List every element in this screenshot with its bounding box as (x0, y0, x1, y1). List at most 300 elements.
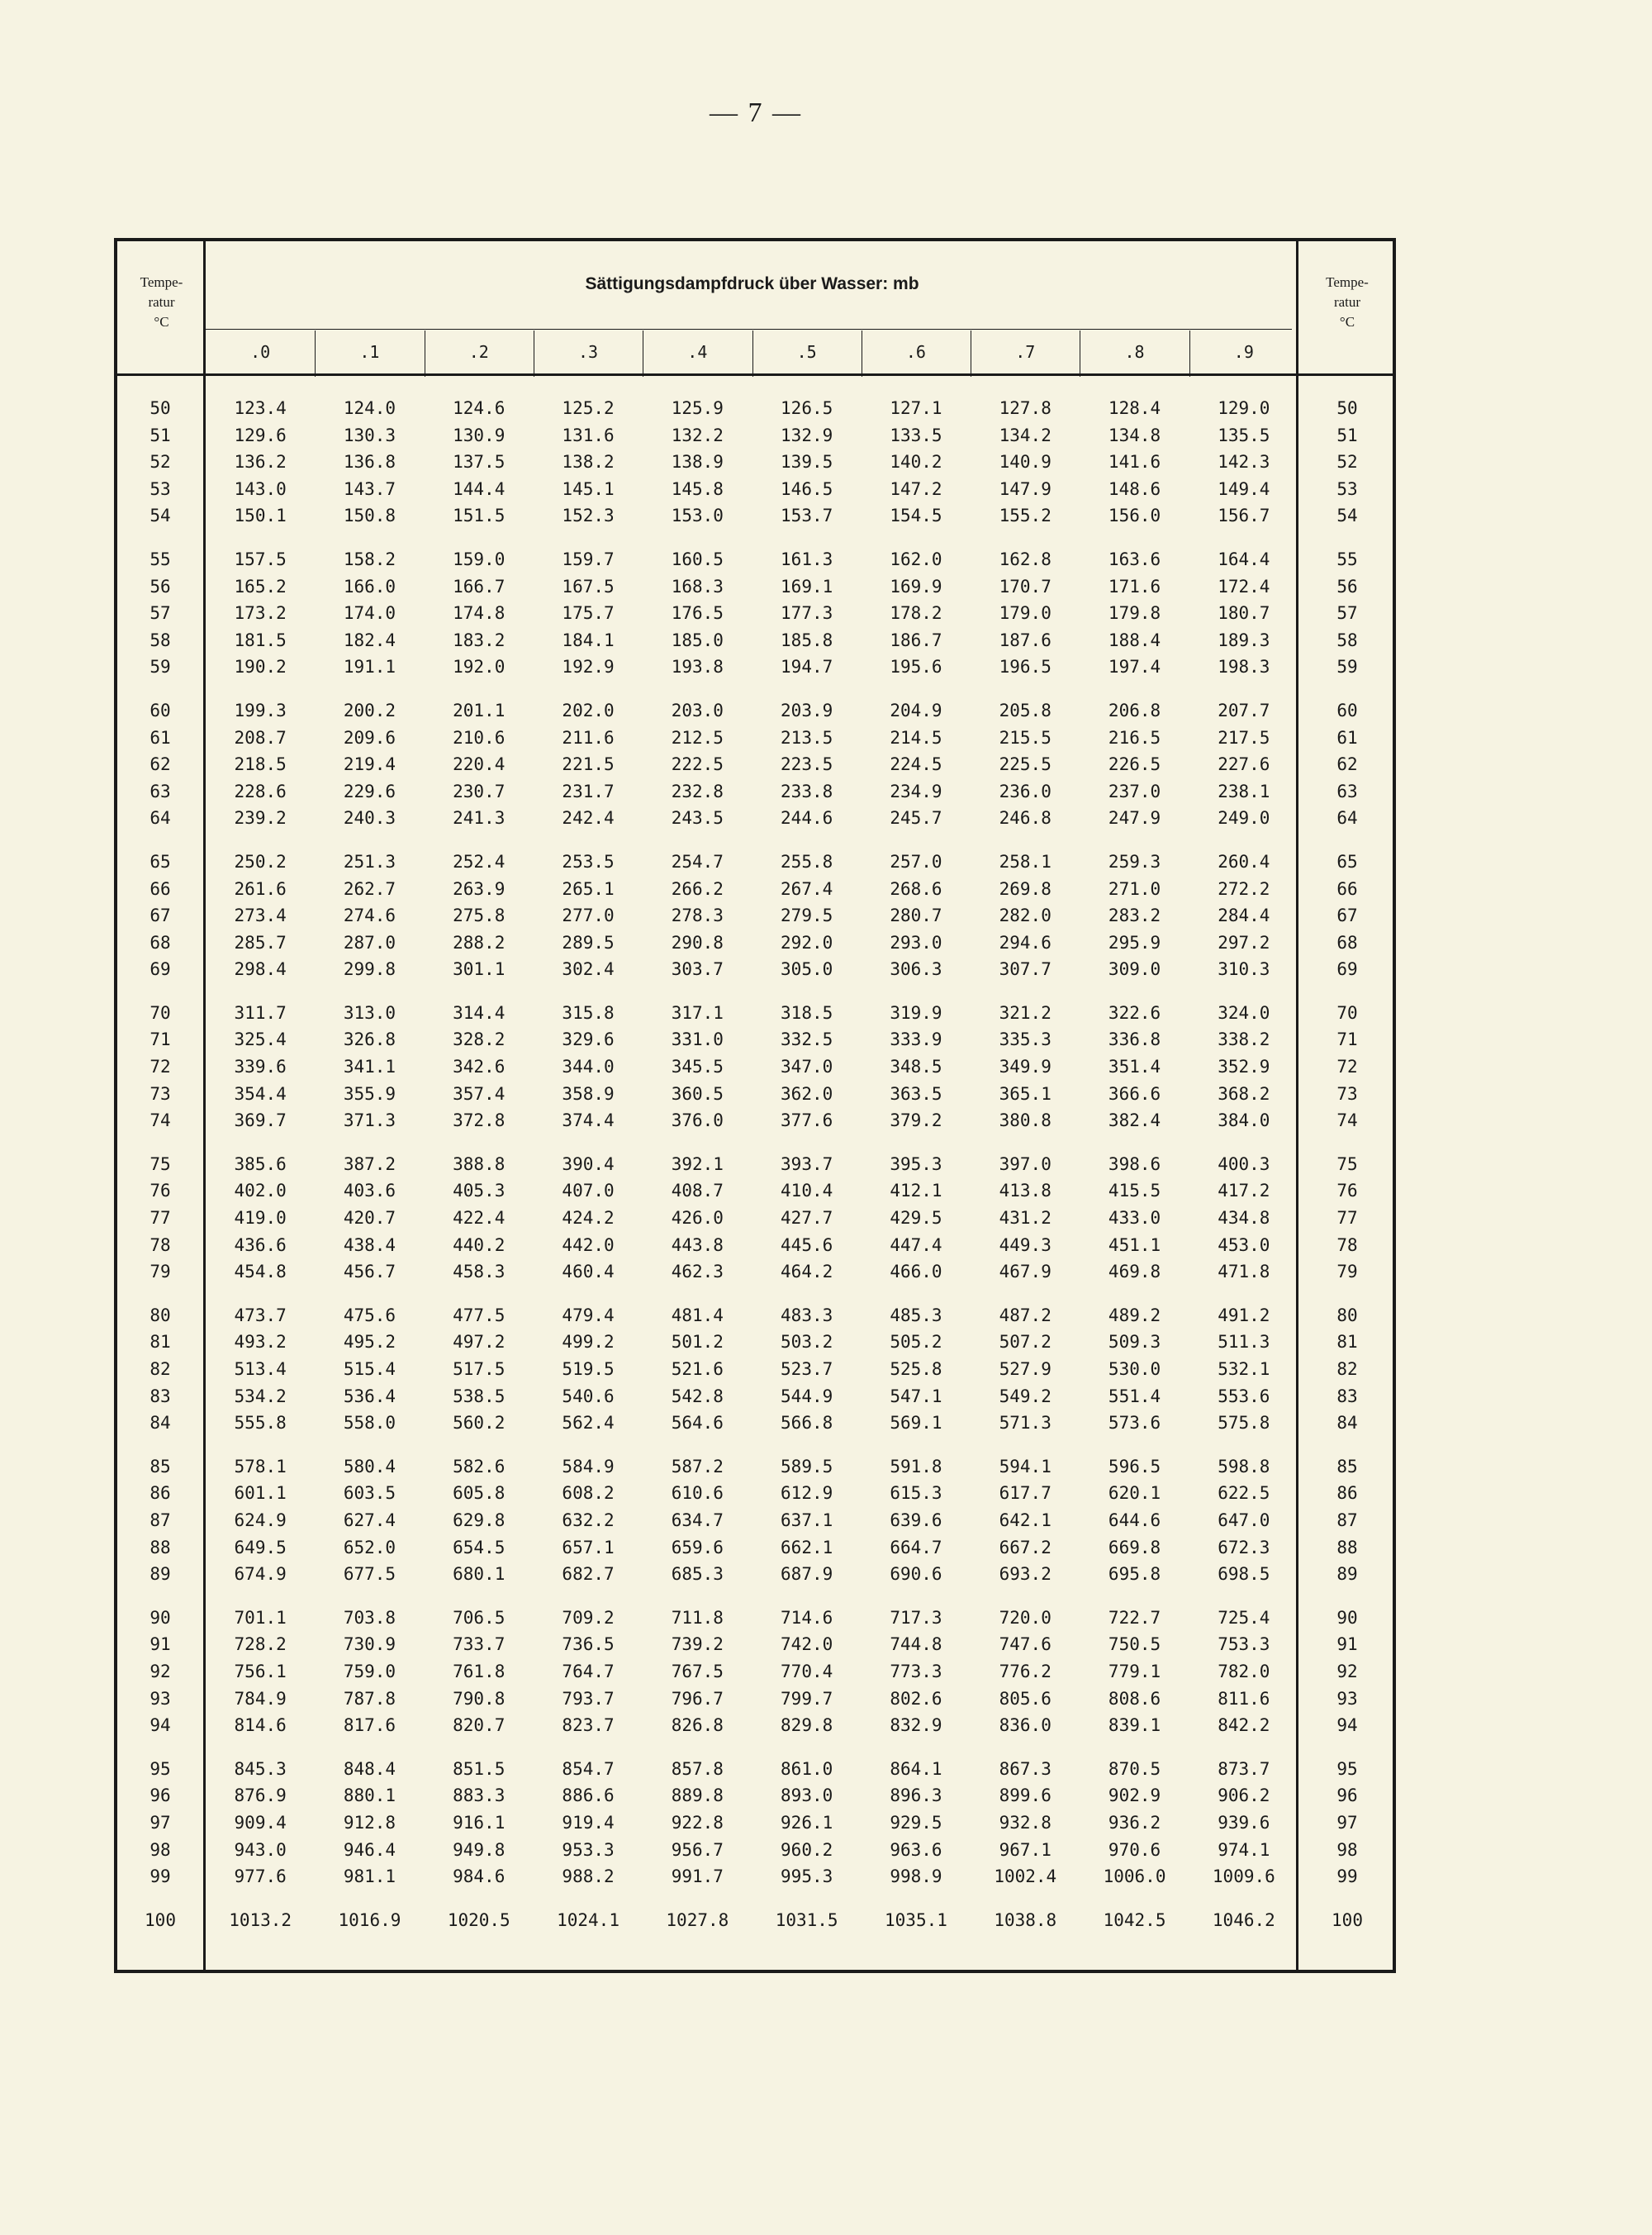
pressure-value-cell: 190.2 (234, 657, 287, 678)
pressure-value-cell: 436.6 (234, 1234, 287, 1255)
temperature-cell-left: 59 (150, 657, 171, 678)
pressure-value-cell: 155.2 (999, 506, 1051, 526)
pressure-value-cell: 376.0 (671, 1110, 724, 1131)
temperature-cell-right: 59 (1336, 657, 1358, 678)
pressure-value-cell: 703.8 (343, 1607, 396, 1628)
pressure-value-cell: 560.2 (453, 1413, 506, 1434)
temperature-cell-right: 71 (1336, 1030, 1358, 1050)
subheader-rule (206, 329, 1292, 330)
pressure-value-cell: 511.3 (1218, 1332, 1270, 1353)
temperature-cell-right: 55 (1336, 549, 1358, 569)
temperature-cell-right: 81 (1336, 1332, 1358, 1353)
pressure-value-cell: 148.6 (1108, 478, 1161, 499)
pressure-value-cell: 214.5 (890, 727, 942, 748)
pressure-value-cell: 949.8 (453, 1839, 506, 1860)
pressure-value-cell: 477.5 (453, 1305, 506, 1325)
pressure-value-cell: 790.8 (453, 1688, 506, 1709)
pressure-value-cell: 289.5 (562, 932, 615, 953)
decimal-column-header: .6 (905, 342, 926, 362)
pressure-value-cell: 736.5 (562, 1634, 615, 1655)
temperature-cell-right: 58 (1336, 630, 1358, 650)
pressure-value-cell: 138.9 (671, 452, 724, 473)
pressure-value-cell: 129.6 (234, 425, 287, 445)
pressure-value-cell: 402.0 (234, 1181, 287, 1201)
pressure-value-cell: 1002.4 (994, 1866, 1057, 1887)
pressure-value-cell: 341.1 (343, 1057, 396, 1077)
pressure-value-cell: 138.2 (562, 452, 615, 473)
pressure-value-cell: 321.2 (999, 1002, 1051, 1023)
pressure-value-cell: 196.5 (999, 657, 1051, 678)
pressure-value-cell: 674.9 (234, 1564, 287, 1585)
pressure-value-cell: 158.2 (343, 549, 396, 569)
pressure-value-cell: 234.9 (890, 781, 942, 801)
pressure-value-cell: 720.0 (999, 1607, 1051, 1628)
pressure-value-cell: 136.2 (234, 452, 287, 473)
pressure-value-cell: 133.5 (890, 425, 942, 445)
pressure-value-cell: 932.8 (999, 1812, 1051, 1833)
temperature-cell-right: 68 (1336, 932, 1358, 953)
pressure-value-cell: 165.2 (234, 576, 287, 597)
pressure-value-cell: 267.4 (781, 878, 833, 899)
pressure-value-cell: 733.7 (453, 1634, 506, 1655)
table-row (117, 1712, 1393, 1739)
pressure-value-cell: 331.0 (671, 1030, 724, 1050)
pressure-value-cell: 489.2 (1108, 1305, 1161, 1325)
pressure-value-cell: 252.4 (453, 851, 506, 872)
pressure-value-cell: 342.6 (453, 1057, 506, 1077)
temperature-cell-left: 79 (150, 1262, 171, 1282)
pressure-value-cell: 335.3 (999, 1030, 1051, 1050)
row-group (117, 1302, 1393, 1437)
pressure-value-cell: 226.5 (1108, 754, 1161, 775)
pressure-value-cell: 159.0 (453, 549, 506, 569)
pressure-value-cell: 454.8 (234, 1262, 287, 1282)
temperature-cell-right: 99 (1336, 1866, 1358, 1887)
temperature-cell-right: 76 (1336, 1181, 1358, 1201)
pressure-value-cell: 237.0 (1108, 781, 1161, 801)
pressure-value-cell: 407.0 (562, 1181, 615, 1201)
pressure-value-cell: 977.6 (234, 1866, 287, 1887)
table-row (117, 1809, 1393, 1837)
pressure-value-cell: 193.8 (671, 657, 724, 678)
pressure-value-cell: 953.3 (562, 1839, 615, 1860)
pressure-value-cell: 136.8 (343, 452, 396, 473)
row-group (117, 1605, 1393, 1739)
pressure-value-cell: 324.0 (1218, 1002, 1270, 1023)
row-group (117, 1907, 1393, 1934)
decimal-column-header: .7 (1015, 342, 1036, 362)
pressure-value-cell: 589.5 (781, 1456, 833, 1477)
pressure-value-cell: 132.2 (671, 425, 724, 445)
pressure-value-cell: 687.9 (781, 1564, 833, 1585)
temperature-cell-left: 97 (150, 1812, 171, 1833)
pressure-value-cell: 802.6 (890, 1688, 942, 1709)
pressure-value-cell: 485.3 (890, 1305, 942, 1325)
temperature-cell-left: 74 (150, 1110, 171, 1131)
pressure-value-cell: 479.4 (562, 1305, 615, 1325)
temperature-cell-left: 71 (150, 1030, 171, 1050)
pressure-value-cell: 519.5 (562, 1359, 615, 1379)
pressure-value-cell: 177.3 (781, 603, 833, 624)
pressure-value-cell: 349.9 (999, 1057, 1051, 1077)
pressure-value-cell: 836.0 (999, 1715, 1051, 1736)
pressure-value-cell: 246.8 (999, 808, 1051, 829)
pressure-value-cell: 564.6 (671, 1413, 724, 1434)
pressure-value-cell: 596.5 (1108, 1456, 1161, 1477)
pressure-value-cell: 458.3 (453, 1262, 506, 1282)
pressure-value-cell: 145.1 (562, 478, 615, 499)
right-header-line: °C (1339, 314, 1355, 330)
pressure-value-cell: 212.5 (671, 727, 724, 748)
pressure-value-cell: 839.1 (1108, 1715, 1161, 1736)
pressure-value-cell: 939.6 (1218, 1812, 1270, 1833)
pressure-value-cell: 995.3 (781, 1866, 833, 1887)
pressure-value-cell: 558.0 (343, 1413, 396, 1434)
pressure-value-cell: 299.8 (343, 959, 396, 980)
pressure-value-cell: 417.2 (1218, 1181, 1270, 1201)
table-row (117, 1907, 1393, 1934)
pressure-value-cell: 667.2 (999, 1537, 1051, 1557)
pressure-value-cell: 134.2 (999, 425, 1051, 445)
pressure-value-cell: 302.4 (562, 959, 615, 980)
pressure-value-cell: 192.9 (562, 657, 615, 678)
pressure-value-cell: 584.9 (562, 1456, 615, 1477)
pressure-value-cell: 826.8 (671, 1715, 724, 1736)
pressure-value-cell: 278.3 (671, 906, 724, 926)
pressure-value-cell: 266.2 (671, 878, 724, 899)
pressure-value-cell: 759.0 (343, 1661, 396, 1681)
table-row (117, 930, 1393, 957)
pressure-value-cell: 127.8 (999, 398, 1051, 418)
temperature-cell-left: 96 (150, 1786, 171, 1806)
pressure-value-cell: 960.2 (781, 1839, 833, 1860)
temperature-cell-left: 76 (150, 1181, 171, 1201)
pressure-value-cell: 410.4 (781, 1181, 833, 1201)
pressure-value-cell: 124.0 (343, 398, 396, 418)
pressure-value-cell: 377.6 (781, 1110, 833, 1131)
pressure-value-cell: 241.3 (453, 808, 506, 829)
pressure-value-cell: 262.7 (343, 878, 396, 899)
row-group (117, 849, 1393, 983)
temperature-cell-right: 88 (1336, 1537, 1358, 1557)
temperature-cell-right: 72 (1336, 1057, 1358, 1077)
pressure-value-cell: 412.1 (890, 1181, 942, 1201)
temperature-cell-right: 95 (1336, 1758, 1358, 1779)
pressure-value-cell: 277.0 (562, 906, 615, 926)
pressure-value-cell: 580.4 (343, 1456, 396, 1477)
pressure-value-cell: 974.1 (1218, 1839, 1270, 1860)
table-row (117, 1631, 1393, 1658)
temperature-cell-right: 54 (1336, 506, 1358, 526)
table-row (117, 449, 1393, 476)
pressure-value-cell: 220.4 (453, 754, 506, 775)
pressure-value-cell: 808.6 (1108, 1688, 1161, 1709)
pressure-value-cell: 249.0 (1218, 808, 1270, 829)
pressure-value-cell: 311.7 (234, 1002, 287, 1023)
pressure-value-cell: 991.7 (671, 1866, 724, 1887)
pressure-value-cell: 199.3 (234, 700, 287, 720)
pressure-value-cell: 549.2 (999, 1386, 1051, 1406)
table-row (117, 600, 1393, 627)
pressure-value-cell: 709.2 (562, 1607, 615, 1628)
pressure-value-cell: 532.1 (1218, 1359, 1270, 1379)
pressure-value-cell: 313.0 (343, 1002, 396, 1023)
table-row (117, 1026, 1393, 1053)
pressure-value-cell: 460.4 (562, 1262, 615, 1282)
pressure-value-cell: 171.6 (1108, 576, 1161, 597)
temperature-cell-right: 90 (1336, 1607, 1358, 1628)
pressure-value-cell: 672.3 (1218, 1537, 1270, 1557)
pressure-value-cell: 820.7 (453, 1715, 506, 1736)
pressure-value-cell: 427.7 (781, 1208, 833, 1229)
pressure-value-cell: 128.4 (1108, 398, 1161, 418)
table-row (117, 1107, 1393, 1134)
pressure-value-cell: 823.7 (562, 1715, 615, 1736)
pressure-value-cell: 483.3 (781, 1305, 833, 1325)
pressure-value-cell: 369.7 (234, 1110, 287, 1131)
pressure-value-cell: 413.8 (999, 1181, 1051, 1201)
pressure-value-cell: 981.1 (343, 1866, 396, 1887)
pressure-value-cell: 168.3 (671, 576, 724, 597)
pressure-value-cell: 156.7 (1218, 506, 1270, 526)
pressure-value-cell: 695.8 (1108, 1564, 1161, 1585)
pressure-value-cell: 166.7 (453, 576, 506, 597)
pressure-value-cell: 358.9 (562, 1083, 615, 1104)
pressure-value-cell: 147.9 (999, 478, 1051, 499)
temperature-cell-left: 94 (150, 1715, 171, 1736)
pressure-value-cell: 198.3 (1218, 657, 1270, 678)
temperature-cell-right: 74 (1336, 1110, 1358, 1131)
pressure-value-cell: 622.5 (1218, 1483, 1270, 1504)
temperature-cell-right: 64 (1336, 808, 1358, 829)
temperature-cell-left: 90 (150, 1607, 171, 1628)
table-row (117, 1605, 1393, 1632)
pressure-value-cell: 251.3 (343, 851, 396, 872)
pressure-value-cell: 1027.8 (666, 1909, 729, 1930)
pressure-value-cell: 295.9 (1108, 932, 1161, 953)
pressure-value-cell: 525.8 (890, 1359, 942, 1379)
pressure-value-cell: 799.7 (781, 1688, 833, 1709)
temperature-cell-right: 84 (1336, 1413, 1358, 1434)
pressure-value-cell: 929.5 (890, 1812, 942, 1833)
temperature-cell-right: 100 (1332, 1909, 1363, 1930)
pressure-value-cell: 207.7 (1218, 700, 1270, 720)
pressure-value-cell: 499.2 (562, 1332, 615, 1353)
pressure-value-cell: 899.6 (999, 1786, 1051, 1806)
pressure-value-cell: 134.8 (1108, 425, 1161, 445)
pressure-value-cell: 493.2 (234, 1332, 287, 1353)
pressure-value-cell: 130.3 (343, 425, 396, 445)
temperature-cell-left: 82 (150, 1359, 171, 1379)
table-row (117, 876, 1393, 903)
pressure-value-cell: 657.1 (562, 1537, 615, 1557)
pressure-value-cell: 857.8 (671, 1758, 724, 1779)
pressure-value-cell: 851.5 (453, 1758, 506, 1779)
pressure-value-cell: 351.4 (1108, 1057, 1161, 1077)
temperature-cell-left: 95 (150, 1758, 171, 1779)
pressure-value-cell: 627.4 (343, 1510, 396, 1530)
pressure-value-cell: 156.0 (1108, 506, 1161, 526)
pressure-value-cell: 255.8 (781, 851, 833, 872)
pressure-value-cell: 1038.8 (994, 1909, 1057, 1930)
pressure-value-cell: 796.7 (671, 1688, 724, 1709)
table-row (117, 1453, 1393, 1481)
pressure-value-cell: 169.1 (781, 576, 833, 597)
pressure-value-cell: 573.6 (1108, 1413, 1161, 1434)
pressure-value-cell: 764.7 (562, 1661, 615, 1681)
pressure-value-cell: 301.1 (453, 959, 506, 980)
pressure-value-cell: 360.5 (671, 1083, 724, 1104)
pressure-value-cell: 392.1 (671, 1153, 724, 1174)
pressure-value-cell: 787.8 (343, 1688, 396, 1709)
pressure-value-cell: 191.1 (343, 657, 396, 678)
pressure-value-cell: 424.2 (562, 1208, 615, 1229)
pressure-value-cell: 893.0 (781, 1786, 833, 1806)
pressure-value-cell: 551.4 (1108, 1386, 1161, 1406)
table-row (117, 1151, 1393, 1178)
table-row (117, 751, 1393, 778)
temperature-cell-left: 51 (150, 425, 171, 445)
pressure-value-cell: 698.5 (1218, 1564, 1270, 1585)
temperature-cell-right: 50 (1336, 398, 1358, 418)
pressure-value-cell: 419.0 (234, 1208, 287, 1229)
temperature-cell-left: 92 (150, 1661, 171, 1681)
page-number: — 7 — (710, 97, 802, 128)
pressure-value-cell: 265.1 (562, 878, 615, 899)
temperature-cell-left: 100 (145, 1909, 176, 1930)
pressure-value-cell: 159.7 (562, 549, 615, 569)
pressure-value-cell: 919.4 (562, 1812, 615, 1833)
pressure-value-cell: 140.9 (999, 452, 1051, 473)
pressure-value-cell: 263.9 (453, 878, 506, 899)
pressure-value-cell: 967.1 (999, 1839, 1051, 1860)
pressure-value-cell: 242.4 (562, 808, 615, 829)
pressure-value-cell: 162.8 (999, 549, 1051, 569)
pressure-value-cell: 149.4 (1218, 478, 1270, 499)
pressure-value-cell: 612.9 (781, 1483, 833, 1504)
pressure-value-cell: 467.9 (999, 1262, 1051, 1282)
pressure-value-cell: 811.6 (1218, 1688, 1270, 1709)
pressure-value-cell: 184.1 (562, 630, 615, 650)
pressure-value-cell: 201.1 (453, 700, 506, 720)
pressure-value-cell: 784.9 (234, 1688, 287, 1709)
pressure-value-cell: 714.6 (781, 1607, 833, 1628)
temperature-cell-right: 96 (1336, 1786, 1358, 1806)
pressure-value-cell: 431.2 (999, 1208, 1051, 1229)
subheader-divider (315, 330, 316, 377)
pressure-value-cell: 654.5 (453, 1537, 506, 1557)
pressure-value-cell: 742.0 (781, 1634, 833, 1655)
pressure-value-cell: 555.8 (234, 1413, 287, 1434)
pressure-value-cell: 509.3 (1108, 1332, 1161, 1353)
pressure-value-cell: 218.5 (234, 754, 287, 775)
pressure-value-cell: 382.4 (1108, 1110, 1161, 1131)
pressure-value-cell: 297.2 (1218, 932, 1270, 953)
table-row (117, 627, 1393, 654)
temperature-cell-right: 82 (1336, 1359, 1358, 1379)
temperature-cell-right: 52 (1336, 452, 1358, 473)
pressure-value-cell: 912.8 (343, 1812, 396, 1833)
temperature-cell-left: 60 (150, 700, 171, 720)
pressure-value-cell: 290.8 (671, 932, 724, 953)
temperature-cell-right: 56 (1336, 576, 1358, 597)
pressure-value-cell: 466.0 (890, 1262, 942, 1282)
pressure-value-cell: 1031.5 (775, 1909, 838, 1930)
temperature-cell-right: 61 (1336, 727, 1358, 748)
pressure-value-cell: 451.1 (1108, 1234, 1161, 1255)
pressure-value-cell: 347.0 (781, 1057, 833, 1077)
pressure-value-cell: 873.7 (1218, 1758, 1270, 1779)
pressure-value-cell: 1009.6 (1212, 1866, 1275, 1887)
pressure-value-cell: 287.0 (343, 932, 396, 953)
header-bottom-rule (117, 373, 1393, 376)
table-row (117, 697, 1393, 725)
pressure-value-cell: 817.6 (343, 1715, 396, 1736)
pressure-value-cell: 374.4 (562, 1110, 615, 1131)
pressure-value-cell: 200.2 (343, 700, 396, 720)
pressure-value-cell: 617.7 (999, 1483, 1051, 1504)
pressure-value-cell: 238.1 (1218, 781, 1270, 801)
temperature-cell-right: 65 (1336, 851, 1358, 872)
pressure-value-cell: 172.4 (1218, 576, 1270, 597)
pressure-value-cell: 624.9 (234, 1510, 287, 1530)
right-header-line: ratur (1333, 294, 1361, 310)
pressure-value-cell: 317.1 (671, 1002, 724, 1023)
pressure-value-cell: 491.2 (1218, 1305, 1270, 1325)
pressure-value-cell: 408.7 (671, 1181, 724, 1201)
temperature-cell-right: 87 (1336, 1510, 1358, 1530)
decimal-column-header: .4 (687, 342, 708, 362)
decimal-column-header: .2 (468, 342, 489, 362)
pressure-value-cell: 582.6 (453, 1456, 506, 1477)
pressure-value-cell: 183.2 (453, 630, 506, 650)
table-row (117, 1081, 1393, 1108)
pressure-value-cell: 137.5 (453, 452, 506, 473)
pressure-value-cell: 571.3 (999, 1413, 1051, 1434)
pressure-value-cell: 706.5 (453, 1607, 506, 1628)
temperature-cell-left: 69 (150, 959, 171, 980)
pressure-value-cell: 143.7 (343, 478, 396, 499)
pressure-value-cell: 832.9 (890, 1715, 942, 1736)
pressure-value-cell: 829.8 (781, 1715, 833, 1736)
temperature-cell-right: 85 (1336, 1456, 1358, 1477)
pressure-value-cell: 730.9 (343, 1634, 396, 1655)
pressure-value-cell: 415.5 (1108, 1181, 1161, 1201)
pressure-value-cell: 388.8 (453, 1153, 506, 1174)
pressure-value-cell: 243.5 (671, 808, 724, 829)
pressure-value-cell: 247.9 (1108, 808, 1161, 829)
pressure-value-cell: 443.8 (671, 1234, 724, 1255)
pressure-value-cell: 842.2 (1218, 1715, 1270, 1736)
table-row (117, 725, 1393, 752)
pressure-value-cell: 615.3 (890, 1483, 942, 1504)
pressure-value-cell: 988.2 (562, 1866, 615, 1887)
pressure-value-cell: 245.7 (890, 808, 942, 829)
table-row (117, 1000, 1393, 1027)
decimal-column-header: .8 (1124, 342, 1145, 362)
temperature-cell-left: 89 (150, 1564, 171, 1585)
temperature-cell-left: 70 (150, 1002, 171, 1023)
pressure-value-cell: 591.8 (890, 1456, 942, 1477)
pressure-value-cell: 233.8 (781, 781, 833, 801)
pressure-value-cell: 487.2 (999, 1305, 1051, 1325)
pressure-value-cell: 397.0 (999, 1153, 1051, 1174)
pressure-value-cell: 141.6 (1108, 452, 1161, 473)
pressure-value-cell: 462.3 (671, 1262, 724, 1282)
pressure-value-cell: 222.5 (671, 754, 724, 775)
temperature-cell-right: 51 (1336, 425, 1358, 445)
pressure-value-cell: 854.7 (562, 1758, 615, 1779)
